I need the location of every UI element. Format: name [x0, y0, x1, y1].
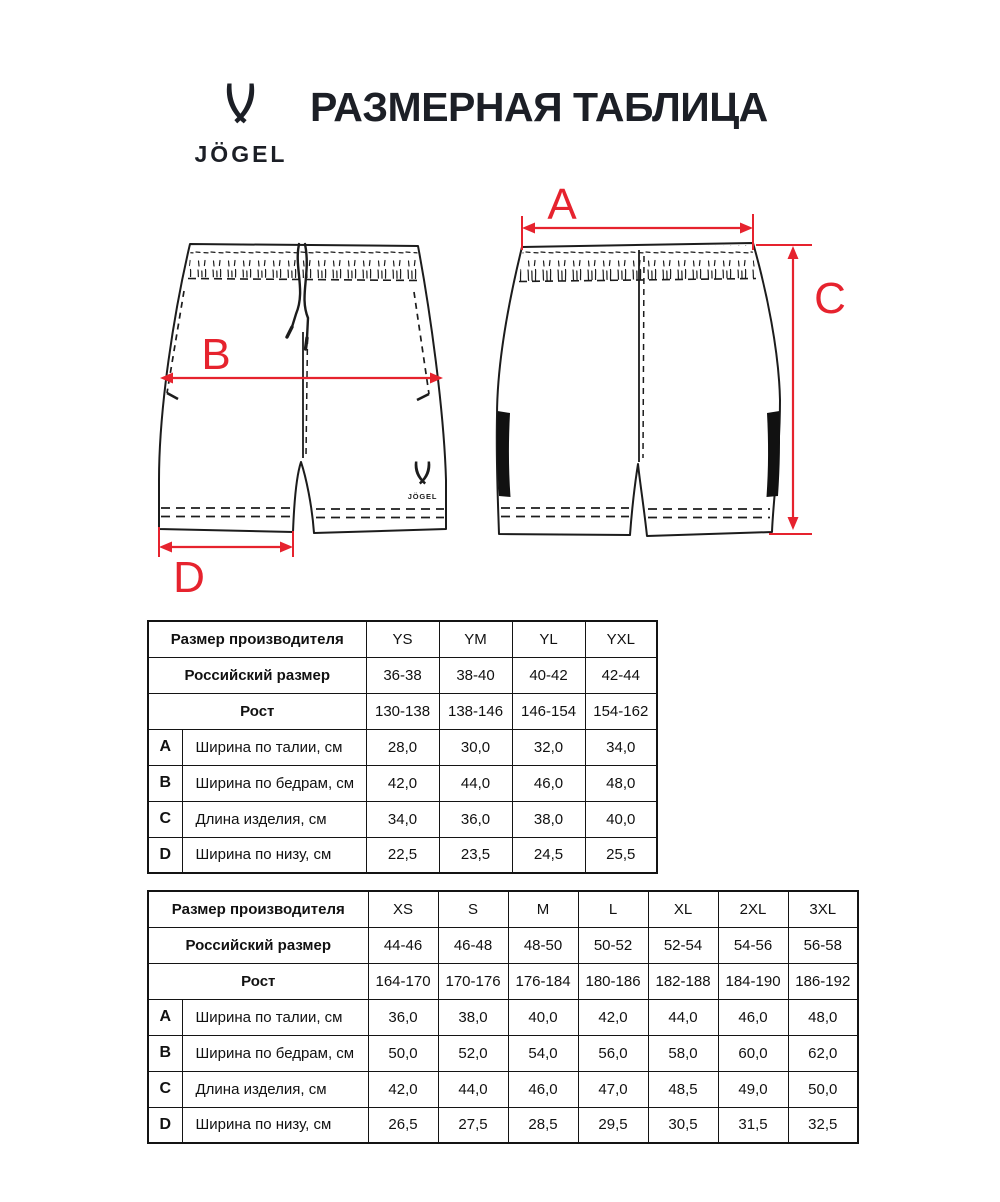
measure-key: C — [148, 801, 182, 837]
table-row — [148, 963, 858, 999]
front-waistband — [188, 246, 420, 279]
table-cell: 60,0 — [718, 1035, 788, 1071]
table-cell: 38-40 — [439, 657, 512, 693]
table-cell: 36,0 — [439, 801, 512, 837]
table-cell: 50,0 — [788, 1071, 858, 1107]
table-cell: 146-154 — [512, 693, 585, 729]
measure-label: Ширина по бедрам, см — [182, 765, 366, 801]
measure-label: Ширина по низу, см — [182, 837, 366, 873]
measure-key: A — [148, 999, 182, 1035]
table-cell: 44,0 — [438, 1071, 508, 1107]
table-cell: 44,0 — [439, 765, 512, 801]
size-table-adult — [147, 890, 859, 1144]
measure-key: B — [148, 1035, 182, 1071]
table-cell: 28,5 — [508, 1107, 578, 1143]
table-cell: XS — [368, 891, 438, 927]
table-row — [148, 927, 858, 963]
back-waistband — [519, 245, 756, 281]
table-cell: S — [438, 891, 508, 927]
table-cell: 46,0 — [508, 1071, 578, 1107]
table-row — [148, 837, 657, 873]
table-row — [148, 765, 657, 801]
table-cell: 38,0 — [512, 801, 585, 837]
table-cell: 170-176 — [438, 963, 508, 999]
table-cell: 30,0 — [439, 729, 512, 765]
row-label: Рост — [148, 693, 366, 729]
side-panel-right — [767, 411, 781, 497]
table-cell: 40-42 — [512, 657, 585, 693]
table-row — [148, 1071, 858, 1107]
table-cell: YXL — [585, 621, 657, 657]
side-panel-left — [497, 411, 511, 497]
table-cell: 30,5 — [648, 1107, 718, 1143]
dim-label-b: B — [201, 330, 231, 379]
table-cell: L — [578, 891, 648, 927]
table-cell: 3XL — [788, 891, 858, 927]
table-cell: 56,0 — [578, 1035, 648, 1071]
table-cell: 52-54 — [648, 927, 718, 963]
table-cell: 42,0 — [366, 765, 439, 801]
table-row — [148, 891, 858, 927]
measure-key: C — [148, 1071, 182, 1107]
dim-label-a: A — [547, 183, 577, 229]
measure-label: Длина изделия, см — [182, 1071, 368, 1107]
back-shorts-drawing — [497, 243, 780, 536]
table-cell: 46-48 — [438, 927, 508, 963]
table-cell: 52,0 — [438, 1035, 508, 1071]
garment-logo-text: JÖGEL — [407, 492, 438, 501]
table-row — [148, 1035, 858, 1071]
front-shorts-drawing — [159, 244, 446, 533]
measure-label: Ширина по бедрам, см — [182, 1035, 368, 1071]
table-cell: 50,0 — [368, 1035, 438, 1071]
jogel-logo-icon — [217, 73, 264, 139]
table-cell: 48,5 — [648, 1071, 718, 1107]
table-cell: 44,0 — [648, 999, 718, 1035]
table-cell: 47,0 — [578, 1071, 648, 1107]
brand-wordmark: JÖGEL — [194, 141, 288, 167]
table-cell: 130-138 — [366, 693, 439, 729]
table-cell: 29,5 — [578, 1107, 648, 1143]
table-cell: YL — [512, 621, 585, 657]
table-cell: 36-38 — [366, 657, 439, 693]
table-cell: 22,5 — [366, 837, 439, 873]
table-cell: 184-190 — [718, 963, 788, 999]
table-cell: 54,0 — [508, 1035, 578, 1071]
table-cell: 48-50 — [508, 927, 578, 963]
table-cell: XL — [648, 891, 718, 927]
table-cell: 42,0 — [578, 999, 648, 1035]
table-cell: 32,5 — [788, 1107, 858, 1143]
page-title: РАЗМЕРНАЯ ТАБЛИЦА — [310, 84, 768, 130]
dim-label-c: C — [814, 274, 846, 323]
table-cell: 180-186 — [578, 963, 648, 999]
table-cell: 58,0 — [648, 1035, 718, 1071]
size-table-youth — [147, 620, 658, 874]
table-cell: 24,5 — [512, 837, 585, 873]
table-cell: 31,5 — [718, 1107, 788, 1143]
table-row — [148, 729, 657, 765]
table-cell: 42,0 — [368, 1071, 438, 1107]
table-cell: 26,5 — [368, 1107, 438, 1143]
table-cell: 44-46 — [368, 927, 438, 963]
table-row — [148, 621, 657, 657]
measure-key: D — [148, 837, 182, 873]
table-cell: 46,0 — [512, 765, 585, 801]
table-cell: 48,0 — [585, 765, 657, 801]
measure-key: A — [148, 729, 182, 765]
shorts-measurement-diagram — [120, 183, 880, 615]
measure-label: Ширина по талии, см — [182, 729, 366, 765]
table-row — [148, 693, 657, 729]
table-cell: 62,0 — [788, 1035, 858, 1071]
table-cell: 32,0 — [512, 729, 585, 765]
measure-key: B — [148, 765, 182, 801]
table-row — [148, 1107, 858, 1143]
measure-key: D — [148, 1107, 182, 1143]
table-cell: 54-56 — [718, 927, 788, 963]
table-row — [148, 999, 858, 1035]
table-cell: 56-58 — [788, 927, 858, 963]
table-cell: 2XL — [718, 891, 788, 927]
table-cell: 48,0 — [788, 999, 858, 1035]
table-cell: 42-44 — [585, 657, 657, 693]
table-cell: 25,5 — [585, 837, 657, 873]
table-cell: 49,0 — [718, 1071, 788, 1107]
table-cell: 154-162 — [585, 693, 657, 729]
table-cell: 27,5 — [438, 1107, 508, 1143]
row-label: Российский размер — [148, 927, 368, 963]
table-cell: 138-146 — [439, 693, 512, 729]
table-cell: 164-170 — [368, 963, 438, 999]
table-cell: 36,0 — [368, 999, 438, 1035]
table-cell: 186-192 — [788, 963, 858, 999]
row-label: Размер производителя — [148, 621, 366, 657]
table-cell: YS — [366, 621, 439, 657]
dim-label-d: D — [173, 553, 205, 602]
table-cell: 40,0 — [508, 999, 578, 1035]
table-row — [148, 657, 657, 693]
table-cell: YM — [439, 621, 512, 657]
row-label: Российский размер — [148, 657, 366, 693]
table-cell: 46,0 — [718, 999, 788, 1035]
measure-label: Ширина по низу, см — [182, 1107, 368, 1143]
row-label: Размер производителя — [148, 891, 368, 927]
table-cell: 182-188 — [648, 963, 718, 999]
table-cell: 23,5 — [439, 837, 512, 873]
table-cell: 28,0 — [366, 729, 439, 765]
table-row — [148, 801, 657, 837]
table-cell: M — [508, 891, 578, 927]
table-cell: 176-184 — [508, 963, 578, 999]
table-cell: 40,0 — [585, 801, 657, 837]
measure-label: Длина изделия, см — [182, 801, 366, 837]
table-cell: 50-52 — [578, 927, 648, 963]
table-cell: 38,0 — [438, 999, 508, 1035]
table-cell: 34,0 — [366, 801, 439, 837]
table-cell: 34,0 — [585, 729, 657, 765]
measure-label: Ширина по талии, см — [182, 999, 368, 1035]
row-label: Рост — [148, 963, 368, 999]
